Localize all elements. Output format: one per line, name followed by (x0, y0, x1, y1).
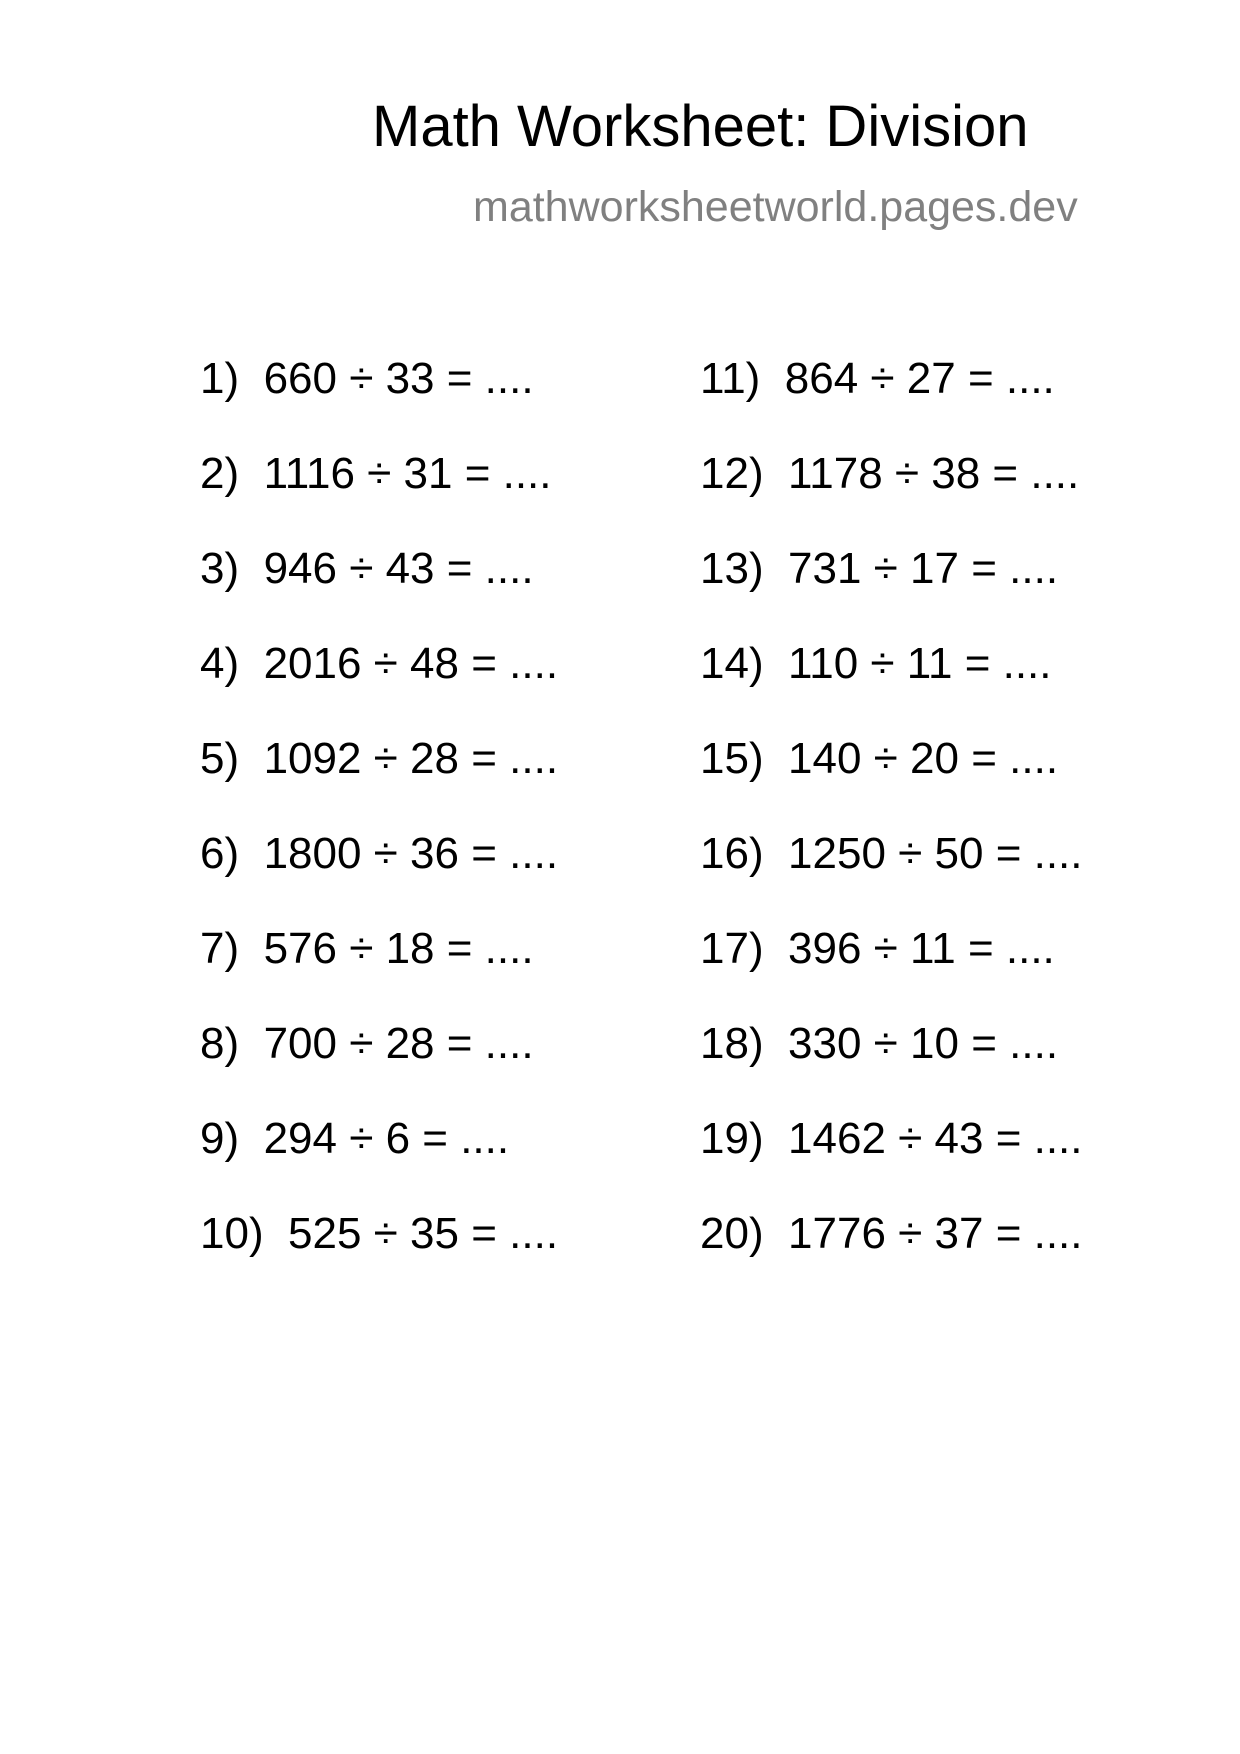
problem-item: 17) 396 ÷ 11 = .... (700, 924, 1055, 973)
problem-item: 4) 2016 ÷ 48 = .... (200, 639, 559, 688)
problem-item: 16) 1250 ÷ 50 = .... (700, 829, 1083, 878)
problem-item: 10) 525 ÷ 35 = .... (200, 1209, 559, 1258)
problem-item: 13) 731 ÷ 17 = .... (700, 544, 1059, 593)
problem-item: 18) 330 ÷ 10 = .... (700, 1019, 1059, 1068)
problem-item: 2) 1116 ÷ 31 = .... (200, 449, 552, 498)
problem-item: 6) 1800 ÷ 36 = .... (200, 829, 559, 878)
problem-item: 9) 294 ÷ 6 = .... (200, 1114, 510, 1163)
problem-item: 3) 946 ÷ 43 = .... (200, 544, 534, 593)
problem-item: 14) 110 ÷ 11 = .... (700, 639, 1052, 688)
problem-item: 20) 1776 ÷ 37 = .... (700, 1209, 1083, 1258)
problem-item: 8) 700 ÷ 28 = .... (200, 1019, 534, 1068)
problem-item: 1) 660 ÷ 33 = .... (200, 354, 534, 403)
page-title: Math Worksheet: Division (372, 94, 1029, 159)
problem-item: 5) 1092 ÷ 28 = .... (200, 734, 559, 783)
problem-item: 7) 576 ÷ 18 = .... (200, 924, 534, 973)
problem-item: 15) 140 ÷ 20 = .... (700, 734, 1059, 783)
problem-item: 12) 1178 ÷ 38 = .... (700, 449, 1080, 498)
problem-item: 19) 1462 ÷ 43 = .... (700, 1114, 1083, 1163)
problem-item: 11) 864 ÷ 27 = .... (700, 354, 1055, 403)
site-url: mathworksheetworld.pages.dev (473, 183, 1078, 231)
